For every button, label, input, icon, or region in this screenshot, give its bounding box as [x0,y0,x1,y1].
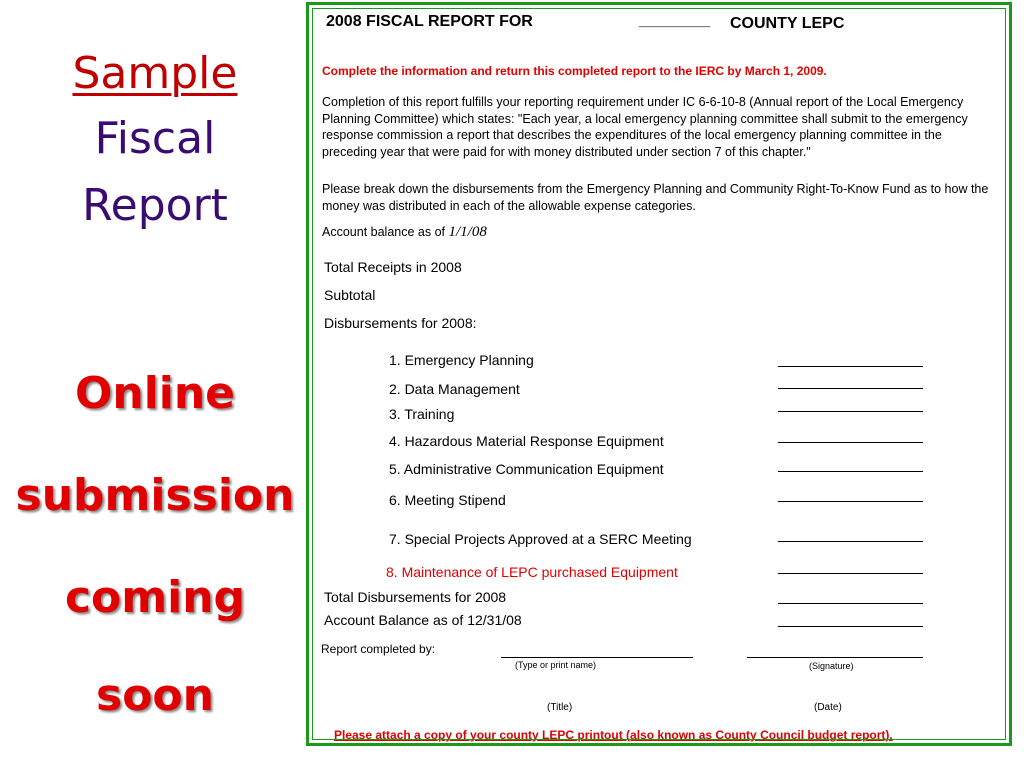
signature-caption: (Signature) [809,661,854,671]
hazmat-equipment-amount-line[interactable] [778,442,923,443]
category-hazmat-equipment: 4. Hazardous Material Response Equipment [389,433,664,449]
total-disbursements-label: Total Disbursements for 2008 [324,589,507,605]
category-special-projects: 7. Special Projects Approved at a SERC Meeting [389,531,692,547]
attachment-notice: Please attach a copy of your county LEPC printout (also known as County Council budget report). [334,728,893,742]
report-completed-by-label: Report completed by: [321,642,436,656]
fiscal-report-form [306,2,1012,746]
disbursements-label: Disbursements for 2008: [324,315,477,331]
coming-text: coming [64,572,246,623]
signature-line[interactable] [747,657,923,658]
meeting-stipend-amount-line[interactable] [778,501,923,502]
category-admin-communication: 5. Administrative Communication Equipment [389,461,664,477]
training-amount-line[interactable] [778,411,923,412]
category-data-management: 2. Data Management [389,381,520,397]
printed-name-line[interactable] [501,657,693,658]
report-header-title: 2008 FISCAL REPORT FOR [326,13,533,30]
category-training: 3. Training [389,406,455,422]
category-lepc-maintenance: 8. Maintenance of LEPC purchased Equipment [386,564,678,580]
special-projects-amount-line[interactable] [778,541,923,542]
data-management-amount-line[interactable] [778,388,923,389]
date-caption: (Date) [814,702,842,713]
lepc-maintenance-amount-line[interactable] [778,573,923,574]
ending-balance-amount-line[interactable] [778,626,923,627]
printed-name-caption: (Type or print name) [515,660,597,670]
account-balance-label: Account balance as of [322,225,445,239]
ending-balance-label: Account Balance as of 12/31/08 [324,612,522,628]
subtotal-label: Subtotal [324,287,376,303]
disbursement-instruction: Please break down the disbursements from the Emergency Planning and Community Right-To-Know Fund as to how the money was distributed in each of the allowable expense categories. [322,182,989,213]
report-heading: Report [82,180,228,231]
report-header-county: COUNTY LEPC [730,15,845,32]
emergency-planning-amount-line[interactable] [778,366,923,367]
requirement-paragraph: Completion of this report fulfills your reporting requirement under IC 6-6-10-8 (Annual report of the Local Emergency Planning Committee) which states: "Each year, a local emergency planning committee shall submit to the emergency response commission a report that describes the expenditures of the local emergency planning committee in the preceding year that were paid for with money distributed under section 7 of this chapter." [322,95,968,159]
sample-heading: Sample [72,48,238,99]
total-receipts-label: Total Receipts in 2008 [324,259,462,275]
submission-instruction: Complete the information and return this completed report to the IERC by March 1, 2009. [322,64,827,78]
online-text: Online [74,368,236,419]
soon-text: soon [96,670,214,721]
admin-communication-amount-line[interactable] [778,471,923,472]
fiscal-heading: Fiscal [94,113,216,164]
account-balance-start [322,224,487,241]
total-disbursements-amount-line[interactable] [778,603,923,604]
title-caption: (Title) [547,702,573,713]
category-meeting-stipend: 6. Meeting Stipend [389,492,506,508]
county-name-field[interactable]: ________ [639,12,711,29]
submission-text: submission [15,470,295,521]
title-panel [0,0,310,768]
category-emergency-planning: 1. Emergency Planning [389,352,534,368]
account-balance-date: 1/1/08 [448,224,487,240]
